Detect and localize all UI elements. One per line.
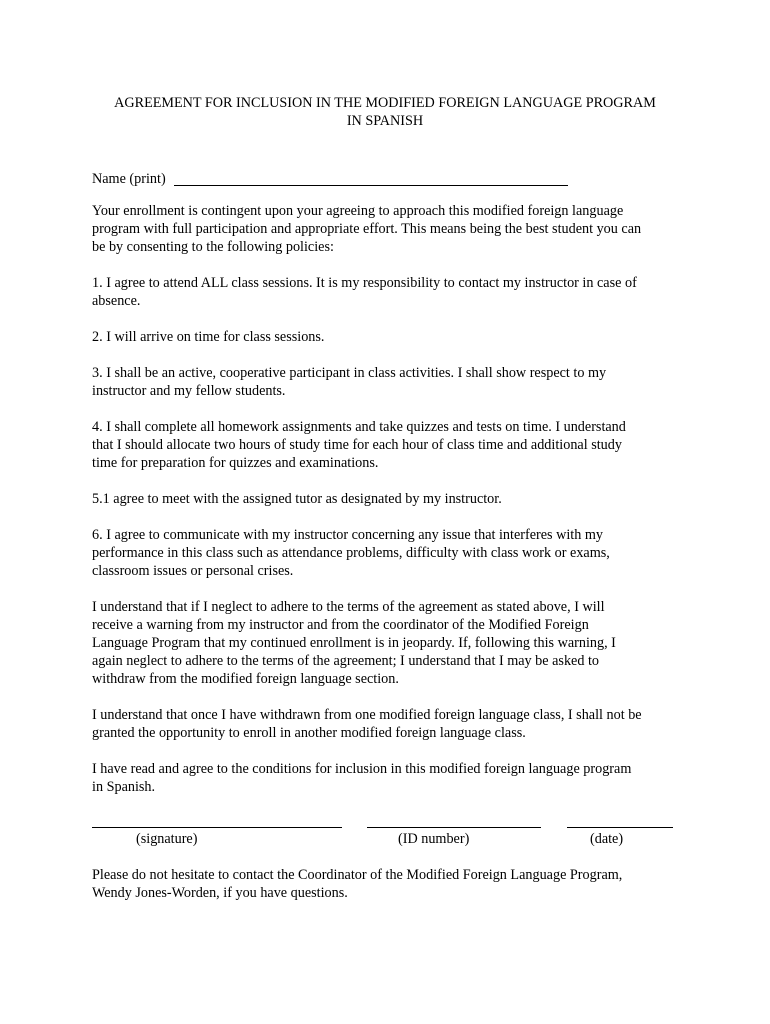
acknowledgement-paragraph: I have read and agree to the conditions for inclusion in this modified foreign language program in Spanish. <box>92 761 632 795</box>
policy-1: 1. I agree to attend ALL class sessions. It is my responsibility to contact my instructor in case of absence. <box>92 275 637 309</box>
title-line: AGREEMENT FOR INCLUSION IN THE MODIFIED FOREIGN LANGUAGE PROGRAM <box>114 95 656 111</box>
date-field[interactable] <box>567 827 673 828</box>
policy-2: 2. I will arrive on time for class sessions. <box>92 329 325 345</box>
name-print-row <box>92 168 568 188</box>
withdrawal-paragraph: I understand that once I have withdrawn from one modified foreign language class, I shall not be granted the opportunity to enroll in another modified foreign language class. <box>92 707 642 741</box>
policy-3: 3. I shall be an active, cooperative participant in class activities. I shall show respect to my instructor and my fellow students. <box>92 365 607 399</box>
policy-5: 5.1 agree to meet with the assigned tutor as designated by my instructor. <box>92 491 502 507</box>
signature-label: (signature) <box>136 831 198 847</box>
name-print-label: Name (print) <box>92 171 166 187</box>
policy-4: 4. I shall complete all homework assignments and take quizzes and tests on time. I understand that I should allocate two hours of study time for each hour of class time and additional study time for preparation for quizzes and examinations. <box>92 419 626 471</box>
date-label: (date) <box>590 831 624 847</box>
warning-paragraph: I understand that if I neglect to adhere to the terms of the agreement as stated above, I will receive a warning from my instructor and from the coordinator of the Modified Foreign Language Program that my continued enrollment is in jeopardy. If, following this warning, I again neglect to adhere to the terms of the agreement; I understand that I may be asked to withdraw from the modified foreign language section. <box>92 599 616 687</box>
signature-field[interactable] <box>92 827 342 828</box>
id-number-field[interactable] <box>367 827 541 828</box>
contact-paragraph: Please do not hesitate to contact the Coordinator of the Modified Foreign Language Program, Wendy Jones-Worden, if you have questions. <box>92 867 623 901</box>
intro-paragraph: Your enrollment is contingent upon your agreeing to approach this modified foreign language program with full participation and appropriate effort. This means being the best student you can be by consenting to the following policies: <box>92 203 642 255</box>
name-print-field[interactable] <box>174 171 568 186</box>
title-line: IN SPANISH <box>346 113 424 129</box>
policy-6: 6. I agree to communicate with my instructor concerning any issue that interferes with my performance in this class such as attendance problems, difficulty with class work or exams, classroom issues or personal crises. <box>92 527 610 579</box>
id-number-label: (ID number) <box>398 831 470 847</box>
document-title <box>90 94 680 130</box>
